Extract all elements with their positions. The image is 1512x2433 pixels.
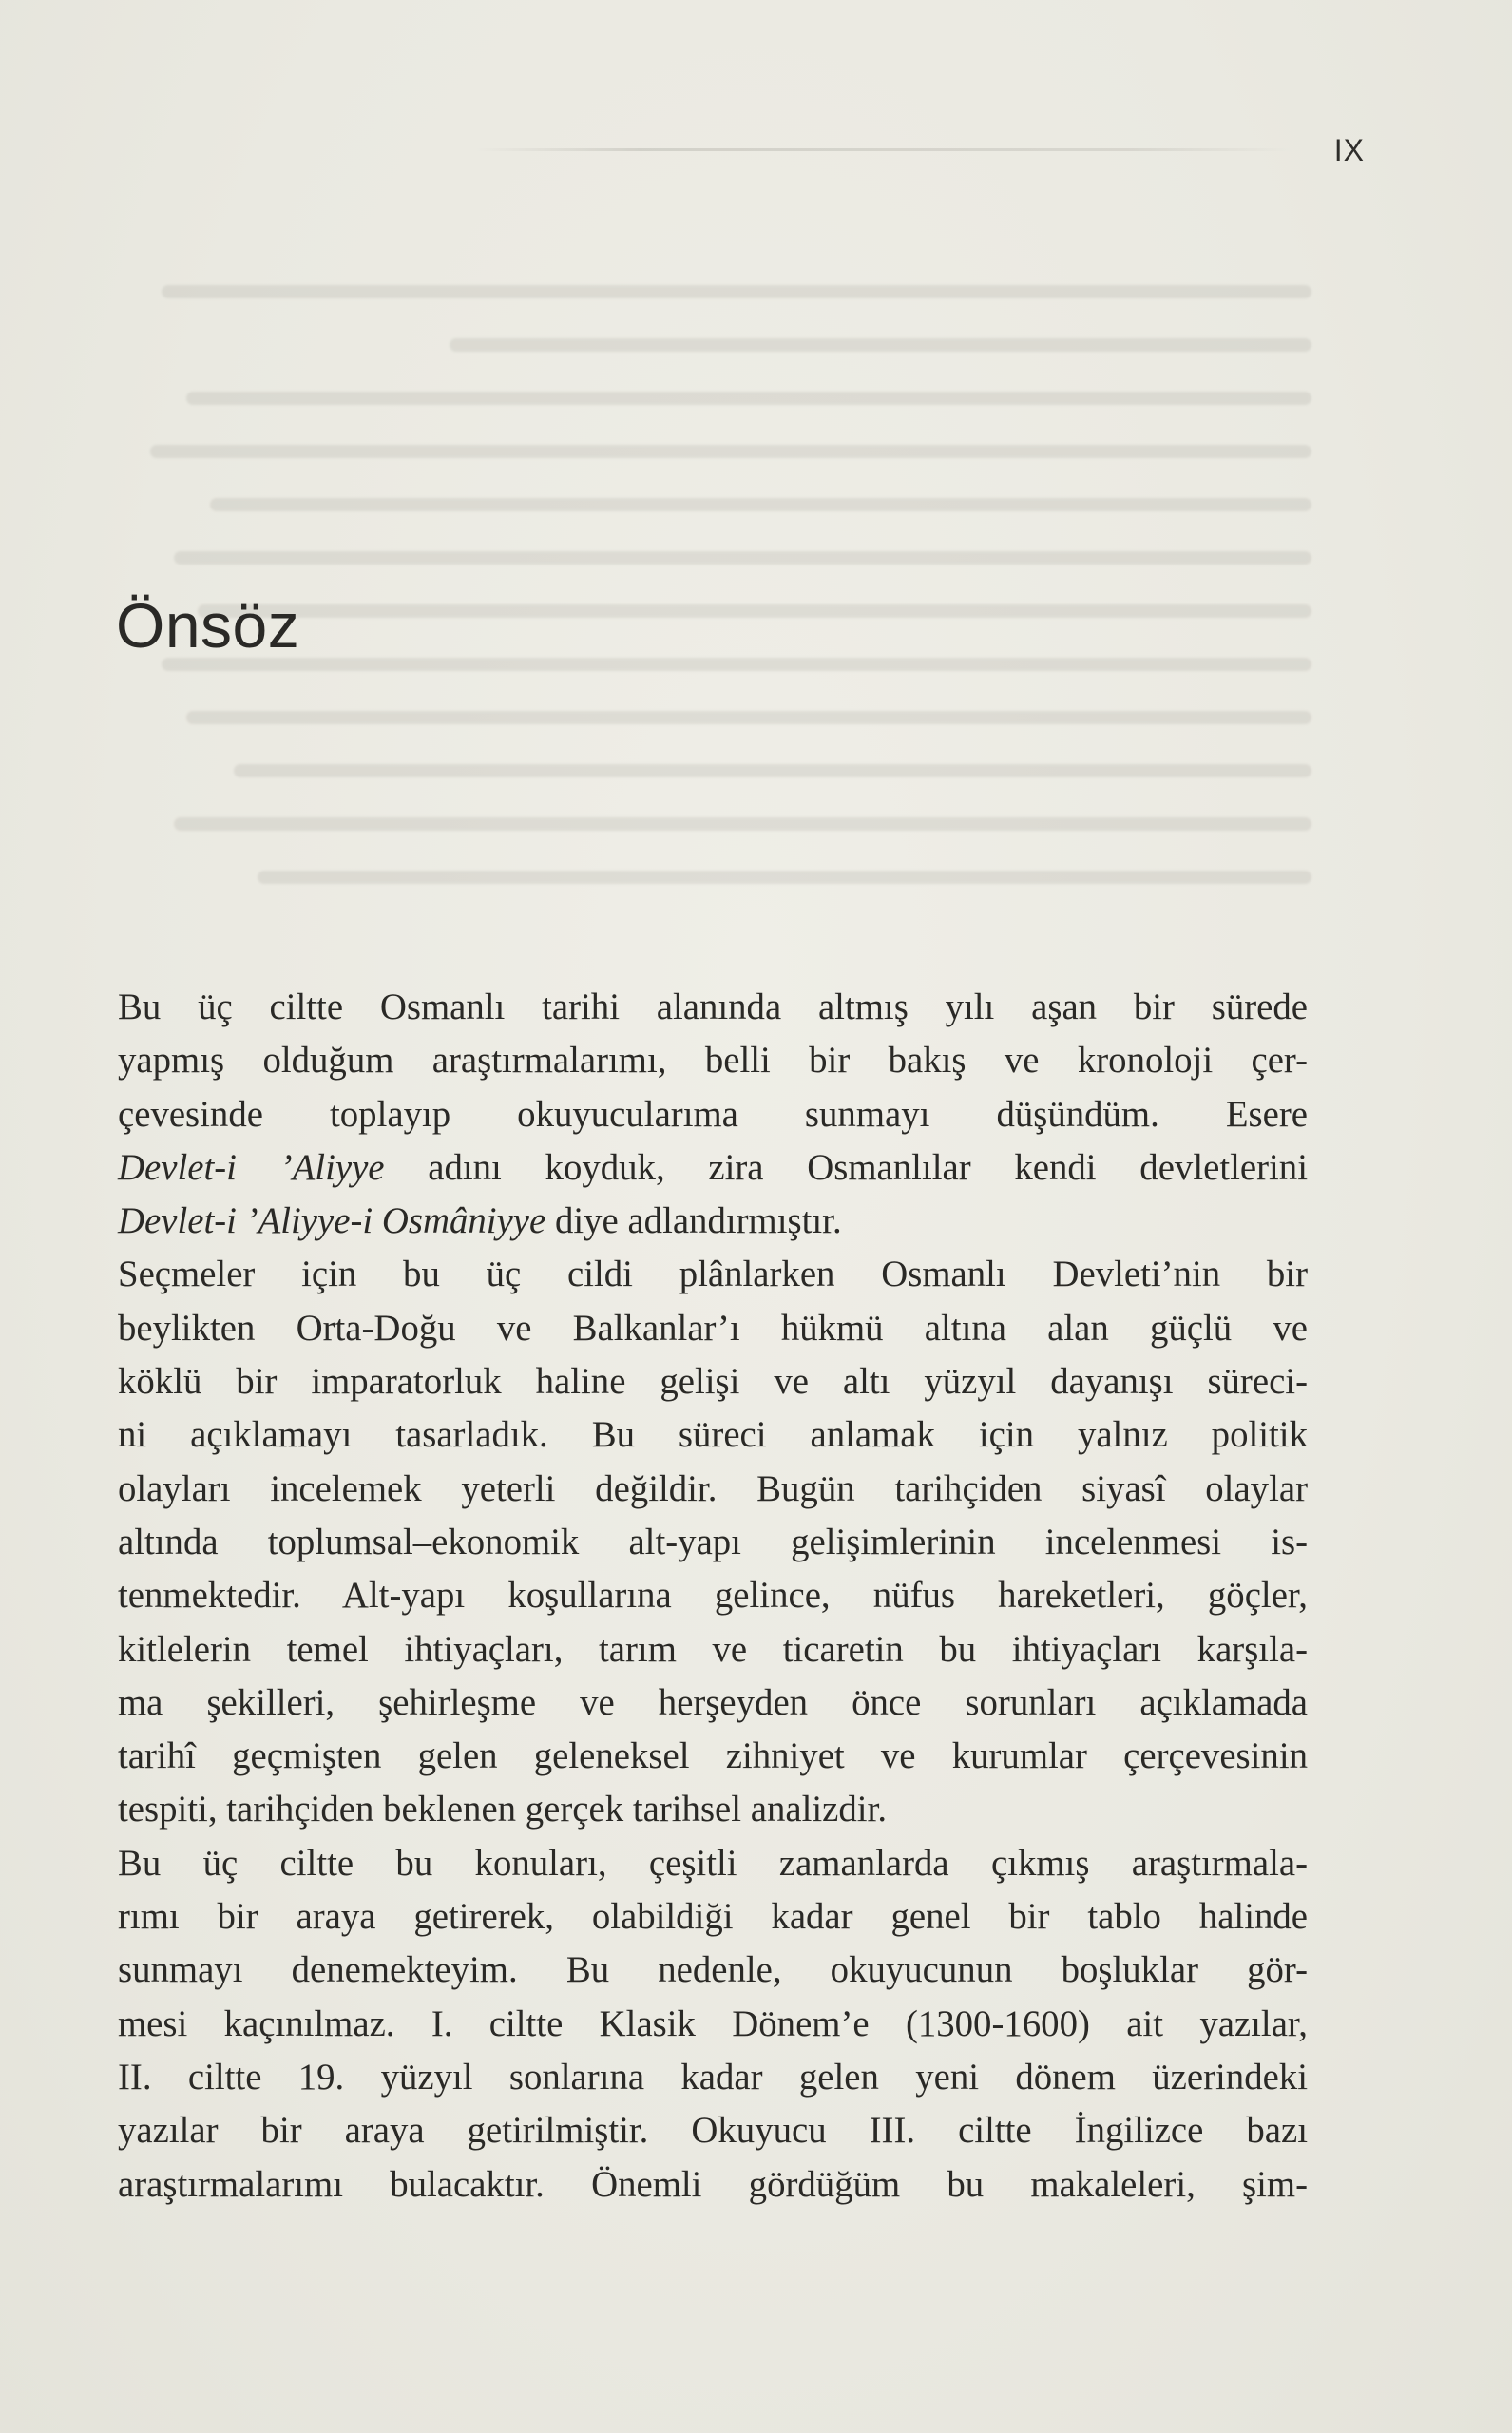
text-run: Bu üç ciltte Osmanlı tarihi alanında altmış yılı aşan bir sürede [118, 987, 1308, 1027]
text-line [118, 1944, 1308, 1997]
text-line [118, 2051, 1308, 2104]
italic-text: Devlet-i ’Aliyye [118, 1146, 385, 1188]
header-rule [475, 148, 1292, 151]
text-run: yazılar bir araya getirilmiştir. Okuyucu III. ciltte İngilizce bazı [118, 2110, 1308, 2152]
text-run: ni açıklamayı tasarladık. Bu süreci anlamak için yalnız politik [118, 1414, 1308, 1456]
text-line [118, 1783, 1308, 1836]
text-run: rımı bir araya getirerek, olabildiği kadar genel bir tablo halinde [118, 1896, 1308, 1938]
text-line [118, 1302, 1308, 1355]
text-run: tespiti, tarihçiden beklenen gerçek tarihsel analizdir. [118, 1789, 888, 1830]
text-line [118, 1141, 1308, 1195]
text-line [118, 1034, 1308, 1087]
text-run: Seçmeler için bu üç cildi plânlarken Osmanlı Devleti’nin bir [118, 1254, 1308, 1295]
text-line [118, 2158, 1308, 2212]
chapter-title: Önsöz [116, 590, 300, 661]
text-line [118, 1408, 1308, 1462]
text-line [118, 1569, 1308, 1622]
text-run: II. ciltte 19. yüzyıl sonlarına kadar gelen yeni dönem üzerindeki [118, 2056, 1308, 2098]
text-run: tenmektedir. Alt-yapı koşullarına gelince, nüfus hareketleri, göçler, [118, 1575, 1308, 1617]
text-line [118, 1890, 1308, 1944]
text-run: çevesinde toplayıp okuyucularıma sunmayı düşündüm. Esere [118, 1093, 1308, 1135]
text-run: sunmayı denemekteyim. Bu nedenle, okuyucunun boşluklar gör- [118, 1949, 1308, 1991]
text-run: Bu üç ciltte bu konuları, çeşitli zamanlarda çıkmış araştırmala- [118, 1842, 1308, 1884]
italic-text: Devlet-i ’Aliyye-i Osmâniyye [118, 1200, 546, 1242]
text-run: tarihî geçmişten gelen geleneksel zihniyet ve kurumlar çerçevesinin [118, 1735, 1308, 1777]
text-run: diye adlandırmıştır. [545, 1200, 842, 1242]
text-run: araştırmalarımı bulacaktır. Önemli gördüğüm bu makaleleri, şim- [118, 2163, 1308, 2205]
text-run: olayları incelemek yeterli değildir. Bugün tarihçiden siyasî olaylar [118, 1467, 1308, 1509]
text-line [118, 1623, 1308, 1676]
text-line [118, 1516, 1308, 1569]
body-text [118, 981, 1308, 2212]
text-line [118, 1088, 1308, 1141]
text-line [118, 1998, 1308, 2051]
text-line [118, 1248, 1308, 1301]
text-run: adını koyduk, zira Osmanlılar kendi devletlerini [384, 1146, 1308, 1188]
text-run: mesi kaçınılmaz. I. ciltte Klasik Dönem’e (1300-1600) ait yazılar, [118, 2002, 1308, 2044]
paragraph [118, 981, 1308, 1248]
text-run: kitlelerin temel ihtiyaçları, tarım ve ticaretin bu ihtiyaçları karşıla- [118, 1628, 1308, 1670]
text-line [118, 1676, 1308, 1730]
text-run: altında toplumsal–ekonomik alt-yapı gelişimlerinin incelenmesi is- [118, 1521, 1308, 1562]
text-line [118, 981, 1308, 1034]
paragraph [118, 1248, 1308, 1836]
text-line [118, 1463, 1308, 1516]
paragraph [118, 1837, 1308, 2212]
text-line [118, 1195, 1308, 1248]
text-run: köklü bir imparatorluk haline gelişi ve altı yüzyıl dayanışı süreci- [118, 1361, 1308, 1403]
text-run: ma şekilleri, şehirleşme ve herşeyden önce sorunları açıklamada [118, 1681, 1308, 1723]
text-line [118, 1355, 1308, 1408]
page-number: IX [1333, 133, 1365, 167]
text-run: yapmış olduğum araştırmalarımı, belli bir bakış ve kronoloji çer- [118, 1040, 1308, 1082]
text-run: beylikten Orta-Doğu ve Balkanlar’ı hükmü altına alan güçlü ve [118, 1307, 1308, 1349]
text-line [118, 1730, 1308, 1783]
text-line [118, 2104, 1308, 2157]
text-line [118, 1837, 1308, 1890]
